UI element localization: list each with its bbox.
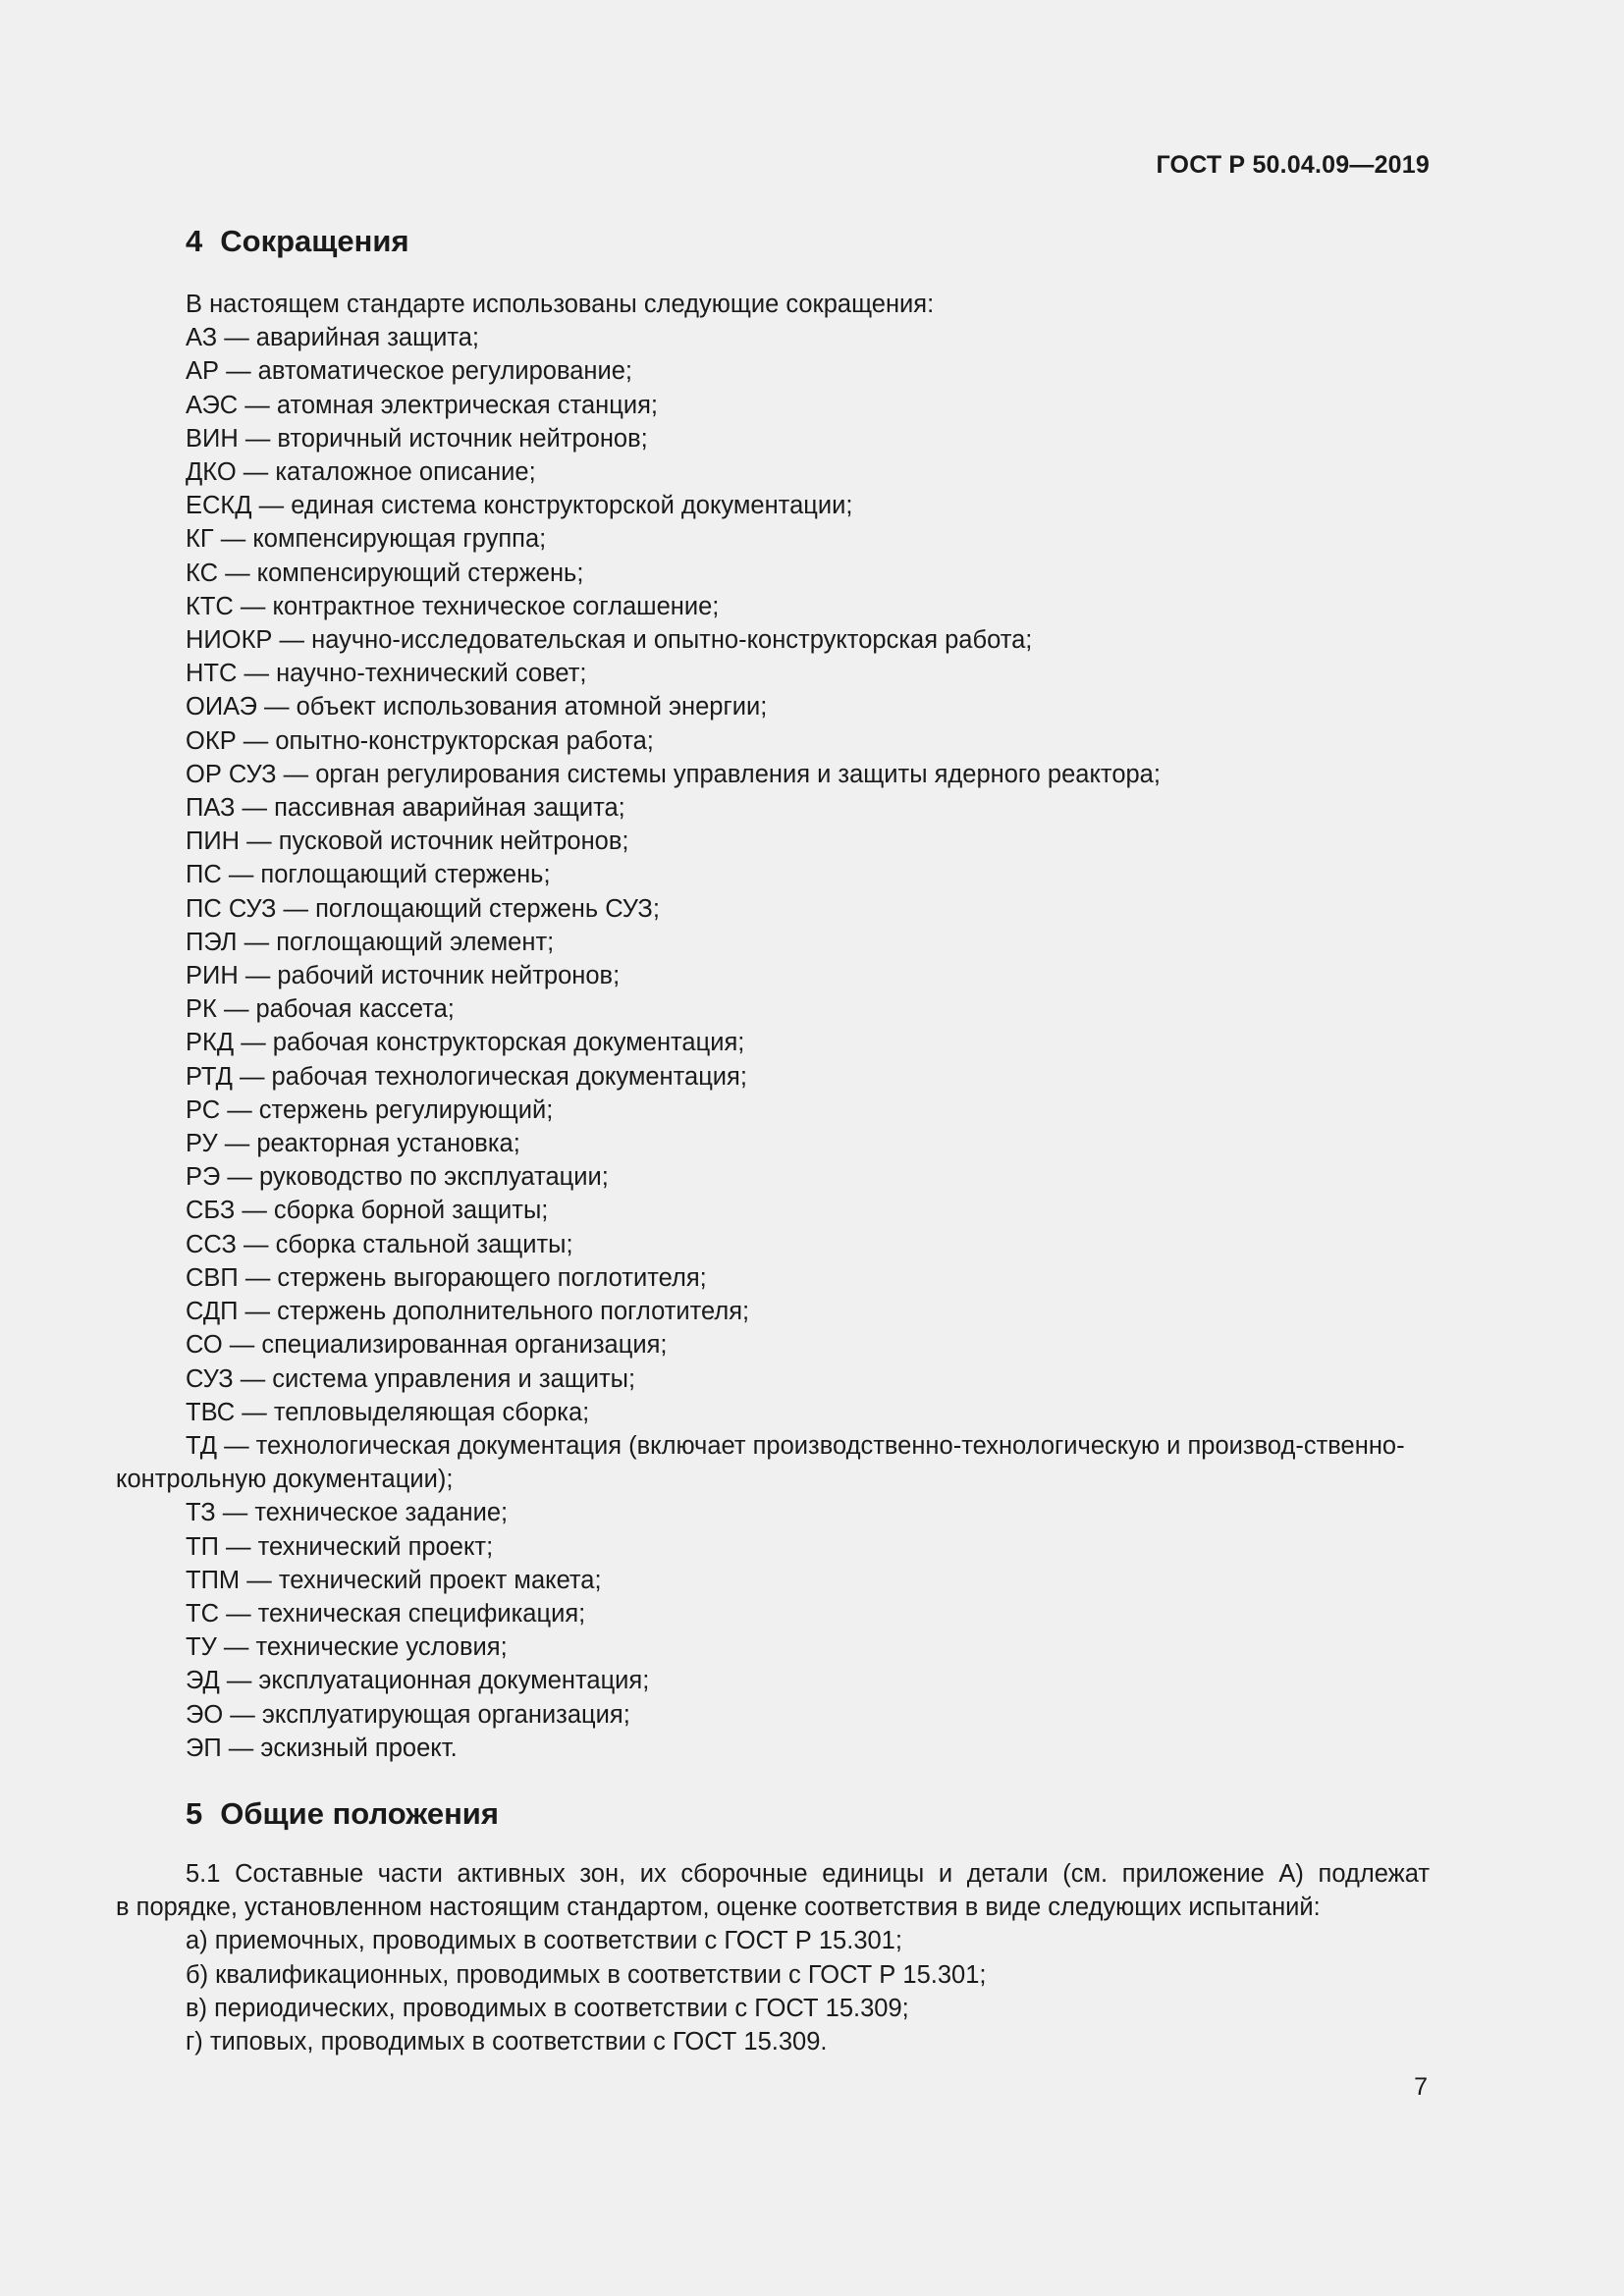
abbreviation-item: СУЗ — система управления и защиты; xyxy=(186,1364,636,1393)
abbreviation-item: ЭО — эксплуатирующая организация; xyxy=(186,1700,630,1729)
abbreviation-item: АЗ — аварийная защита; xyxy=(186,324,480,352)
clause-5-1-line-1: 5.1 Составные части активных зон, их сборочные единицы и детали (см. приложение А) подлежат xyxy=(186,1860,1430,1888)
abbreviation-item: РИН — рабочий источник нейтронов; xyxy=(186,962,621,990)
abbreviation-item: ОКР — опытно-конструкторская работа; xyxy=(186,726,654,755)
section-5-number: 5 xyxy=(186,1796,203,1831)
document-code: ГОСТ Р 50.04.09—2019 xyxy=(1156,151,1430,179)
abbreviation-item: РУ — реакторная установка; xyxy=(186,1130,520,1158)
abbreviation-item: РКД — рабочая конструкторская документация; xyxy=(186,1029,745,1057)
abbreviation-item: ОР СУЗ — орган регулирования системы управления и защиты ядерного реактора; xyxy=(186,760,1161,788)
section-4-body xyxy=(116,288,1430,1765)
abbreviation-item: ОИАЭ — объект использования атомной энергии; xyxy=(186,693,768,721)
clause-5-1-line-2: в порядке, установленном настоящим стандартом, оценке соответствия в виде следующих испытаний: xyxy=(116,1894,1321,1922)
abbreviation-item: ЕСКД — единая система конструкторской документации; xyxy=(186,492,853,520)
test-type-item: а) приемочных, проводимых в соответствии с ГОСТ Р 15.301; xyxy=(186,1927,902,1955)
abbreviation-item: ПИН — пусковой источник нейтронов; xyxy=(186,828,629,856)
abbreviation-item: РК — рабочая кассета; xyxy=(186,995,455,1024)
abbreviation-item: ТВС — тепловыделяющая сборка; xyxy=(186,1398,590,1426)
abbreviation-item: РЭ — руководство по эксплуатации; xyxy=(186,1163,609,1192)
abbreviation-item: РС — стержень регулирующий; xyxy=(186,1095,554,1124)
test-type-item: г) типовых, проводимых в соответствии с ГОСТ 15.309. xyxy=(186,2028,828,2056)
abbreviation-item: ТУ — технические условия; xyxy=(186,1633,508,1662)
section-4-intro: В настоящем стандарте использованы следующие сокращения: xyxy=(186,291,935,318)
abbreviation-item: ТЗ — техническое задание; xyxy=(186,1499,509,1527)
test-type-item: в) периодических, проводимых в соответствии с ГОСТ 15.309; xyxy=(186,1994,909,2022)
abbreviation-item: ВИН — вторичный источник нейтронов; xyxy=(186,424,648,453)
abbreviation-item: ПАЗ — пассивная аварийная защита; xyxy=(186,794,625,823)
test-type-item: б) квалификационных, проводимых в соответствии с ГОСТ Р 15.301; xyxy=(186,1960,987,1989)
section-4-title: Сокращения xyxy=(220,224,409,258)
abbreviation-item: АР — автоматическое регулирование; xyxy=(186,357,632,386)
abbreviation-item: АЭС — атомная электрическая станция; xyxy=(186,391,658,419)
section-5-title: Общие положения xyxy=(220,1796,499,1831)
abbreviation-item: ЭП — эскизный проект. xyxy=(186,1734,458,1762)
section-5-body xyxy=(116,1857,1430,2058)
section-5-heading xyxy=(186,1796,499,1832)
abbreviation-item: СБЗ — сборка борной защиты; xyxy=(186,1197,549,1225)
abbreviation-item: КГ — компенсирующая группа; xyxy=(186,525,547,554)
abbreviation-item: КС — компенсирующий стержень; xyxy=(186,559,584,587)
abbreviation-item: ССЗ — сборка стальной защиты; xyxy=(186,1230,573,1258)
abbreviation-item: ТП — технический проект; xyxy=(186,1532,494,1561)
abbreviation-item-wrapped: ТД — технологическая документация (включает производственно-технологическую и производ-ственно-контрольную документации); xyxy=(116,1431,1405,1494)
abbreviation-item: ПС — поглощающий стержень; xyxy=(186,861,551,889)
abbreviation-item: ТПМ — технический проект макета; xyxy=(186,1566,602,1594)
abbreviation-item: КТС — контрактное техническое соглашение; xyxy=(186,592,720,620)
abbreviation-item: СДП — стержень дополнительного поглотителя; xyxy=(186,1298,750,1326)
page-number: 7 xyxy=(1414,2073,1428,2101)
abbreviation-item: ПС СУЗ — поглощающий стержень СУЗ; xyxy=(186,894,660,923)
section-4-heading xyxy=(186,224,409,259)
section-4-number: 4 xyxy=(186,224,203,258)
abbreviation-item: СО — специализированная организация; xyxy=(186,1331,668,1360)
abbreviation-item: ПЭЛ — поглощающий элемент; xyxy=(186,928,555,956)
abbreviation-item: РТД — рабочая технологическая документация; xyxy=(186,1062,747,1091)
abbreviation-list xyxy=(116,321,1430,1765)
abbreviation-item: НИОКР — научно-исследовательская и опытно-конструкторская работа; xyxy=(186,626,1033,655)
abbreviation-item: СВП — стержень выгорающего поглотителя; xyxy=(186,1263,707,1292)
abbreviation-item: ЭД — эксплуатационная документация; xyxy=(186,1667,650,1695)
abbreviation-item: ДКО — каталожное описание; xyxy=(186,458,536,487)
abbreviation-item: НТС — научно-технический совет; xyxy=(186,660,587,688)
abbreviation-item: ТС — техническая спецификация; xyxy=(186,1599,586,1628)
